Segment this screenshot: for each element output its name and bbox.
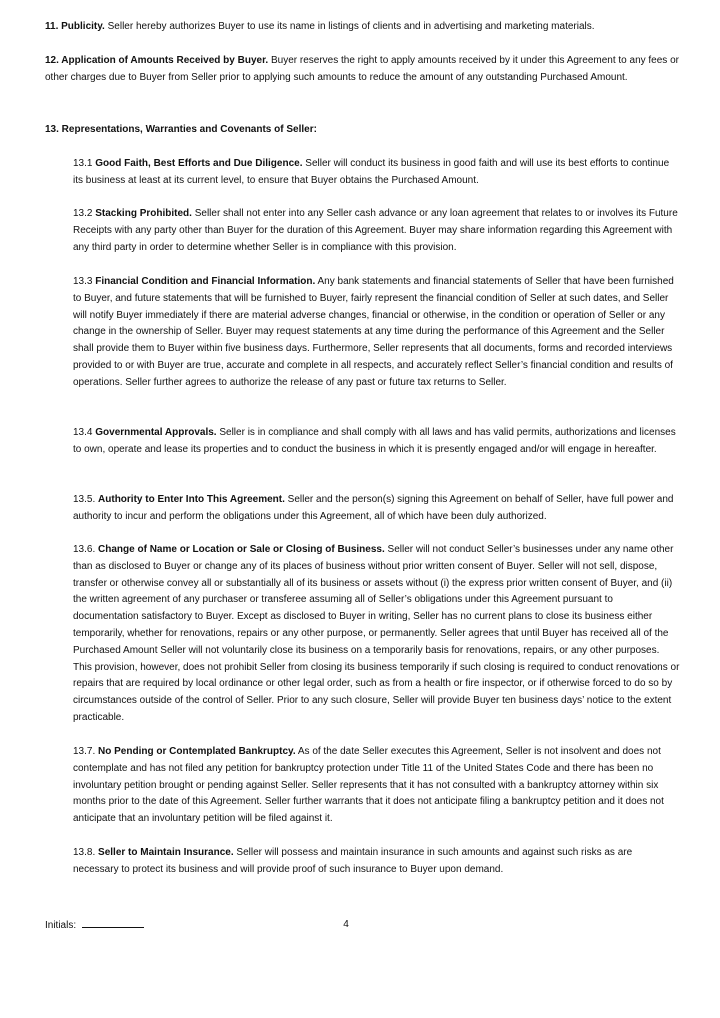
section-13-1-label: Good Faith, Best Efforts and Due Diligence. [95, 158, 303, 169]
section-13-8-text: Seller will possess and maintain insurance in such amounts and against such risks as are necessary to protect its business and will provide proof of such insurance to Buyer upon demand. [73, 847, 633, 875]
section-12-label: 12. Application of Amounts Received by Buyer. [45, 55, 269, 66]
section-13-5-authority [73, 492, 680, 526]
section-13-6-number: 13.6. [73, 544, 99, 555]
section-11-label: 11. Publicity. [45, 21, 105, 32]
section-13-8-insurance [73, 845, 680, 879]
initials-label: Initials: [45, 920, 79, 931]
section-13-3-text: Any bank statements and financial statements of Seller that have been furnished to Buyer, and future statements that will be furnished to Buyer, fairly represent the financial condition of Seller at such dates, and Seller will notify Buyer immediately if there are material adverse changes, financial or otherwise, in the condition or operation of Seller or any change in the ownership of Seller. Buyer may request statements at any time during the performance of this Agreement and the Seller shall provide them to Buyer within five business days. Furthermore, Seller represents that all documents, forms and recorded interviews provided to or with Buyer are true, accurate and complete in all respects, and accurately reflect Seller’s financial condition and results of operations. Seller further agrees to authorize the release of any past or future tax returns to Seller. [73, 276, 674, 388]
section-13-3-number: 13.3 [73, 276, 96, 287]
section-13-2-label: Stacking Prohibited. [95, 208, 192, 219]
section-13-7-text: As of the date Seller executes this Agreement, Seller is not insolvent and does not contemplate and has not filed any petition for bankruptcy protection under Title 11 of the United States Code and there has been no involuntary petition brought or pending against Seller. Seller represents that it has not consulted with a bankruptcy attorney within six months prior to the date of this Agreement. Seller further warrants that it does not anticipate filing a bankruptcy petition and it does not anticipate that an involuntary petition will be filed against it. [73, 746, 664, 825]
section-13-5-text: Seller and the person(s) signing this Agreement on behalf of Seller, have full power and authority to incur and perform the obligations under this Agreement, all of which have been duly authorized. [73, 494, 674, 522]
section-13-8-number: 13.8. [73, 847, 99, 858]
section-13-2-number: 13.2 [73, 208, 96, 219]
section-13-2-text: Seller shall not enter into any Seller cash advance or any loan agreement that relates to or involves its Future Receipts with any party other than Buyer for the duration of this Agreement. Buyer may share information regarding this Agreement with any third party in order to determine whether Seller is in compliance with this provision. [73, 208, 678, 253]
section-13-1-good-faith [73, 156, 680, 190]
section-13-7-no-bankruptcy [73, 744, 680, 828]
section-11-publicity [45, 19, 680, 36]
section-13-1-number: 13.1 [73, 158, 96, 169]
section-11-text: Seller hereby authorizes Buyer to use its name in listings of clients and in advertising and marketing materials. [104, 21, 595, 32]
section-13-7-number: 13.7. [73, 746, 99, 757]
page-number: 4 [343, 919, 349, 930]
section-13-4-number: 13.4 [73, 427, 96, 438]
section-13-6-text: Seller will not conduct Seller’s businesses under any name other than as disclosed to Buyer or change any of its places of business without prior written consent of Buyer. Seller will not sell, dispose, transfer or otherwise convey all or substantially all of its business or assets without (i) the express prior written consent of Buyer, and (ii) the written agreement of any purchaser or transferee assuming all of Seller’s obligations under this Agreement pursuant to documentation satisfactory to Buyer. Except as disclosed to Buyer in writing, Seller has no current plans to close its business either temporarily, whether for renovations, repairs or any other purpose, or permanently. Seller agrees that until Buyer has received all of the Purchased Amount Seller will not voluntarily close its business on a temporarily basis for renovations, repairs, or any other purposes. This provision, however, does not prohibit Seller from closing its business temporarily if such closing is required to conduct renovations or repairs that are required by local ordinance or other legal order, such as from a health or fire inspector, or if otherwise forced to do so by circumstances outside of the control of Seller. Prior to any such closure, Seller will provide Buyer ten business days’ notice to the extent practicable. [73, 544, 680, 723]
section-13-3-financial-condition [73, 274, 680, 392]
section-13-5-number: 13.5. [73, 494, 99, 505]
section-13-3-label: Financial Condition and Financial Information. [95, 276, 316, 287]
section-13-heading: 13. Representations, Warranties and Covenants of Seller: [45, 124, 317, 135]
section-12-text: Buyer reserves the right to apply amounts received by it under this Agreement to any fees or other charges due to Buyer from Seller prior to applying such amounts to reduce the amount of any outstanding Purchased Amount. [45, 55, 679, 83]
initials-blank-line [82, 917, 144, 928]
section-13-5-label: Authority to Enter Into This Agreement. [98, 494, 285, 505]
section-13-1-text: Seller will conduct its business in good faith and will use its best efforts to continue its business at least at its current level, to ensure that Buyer obtains the Purchased Amount. [73, 158, 670, 186]
section-13-4-label: Governmental Approvals. [95, 427, 217, 438]
footer-initials [45, 917, 144, 934]
section-13-6-label: Change of Name or Location or Sale or Closing of Business. [98, 544, 385, 555]
section-13-2-stacking [73, 206, 680, 256]
section-13-4-governmental-approvals [73, 425, 680, 459]
section-13-7-label: No Pending or Contemplated Bankruptcy. [98, 746, 296, 757]
section-12-application-of-amounts [45, 53, 680, 87]
section-13-4-text: Seller is in compliance and shall comply with all laws and has valid permits, authorizations and licenses to own, operate and lease its properties and to conduct the business in which it is presently engaged and/or will engage in hereafter. [73, 427, 676, 455]
section-13-6-change-of-name [73, 542, 680, 727]
section-13-8-label: Seller to Maintain Insurance. [98, 847, 234, 858]
